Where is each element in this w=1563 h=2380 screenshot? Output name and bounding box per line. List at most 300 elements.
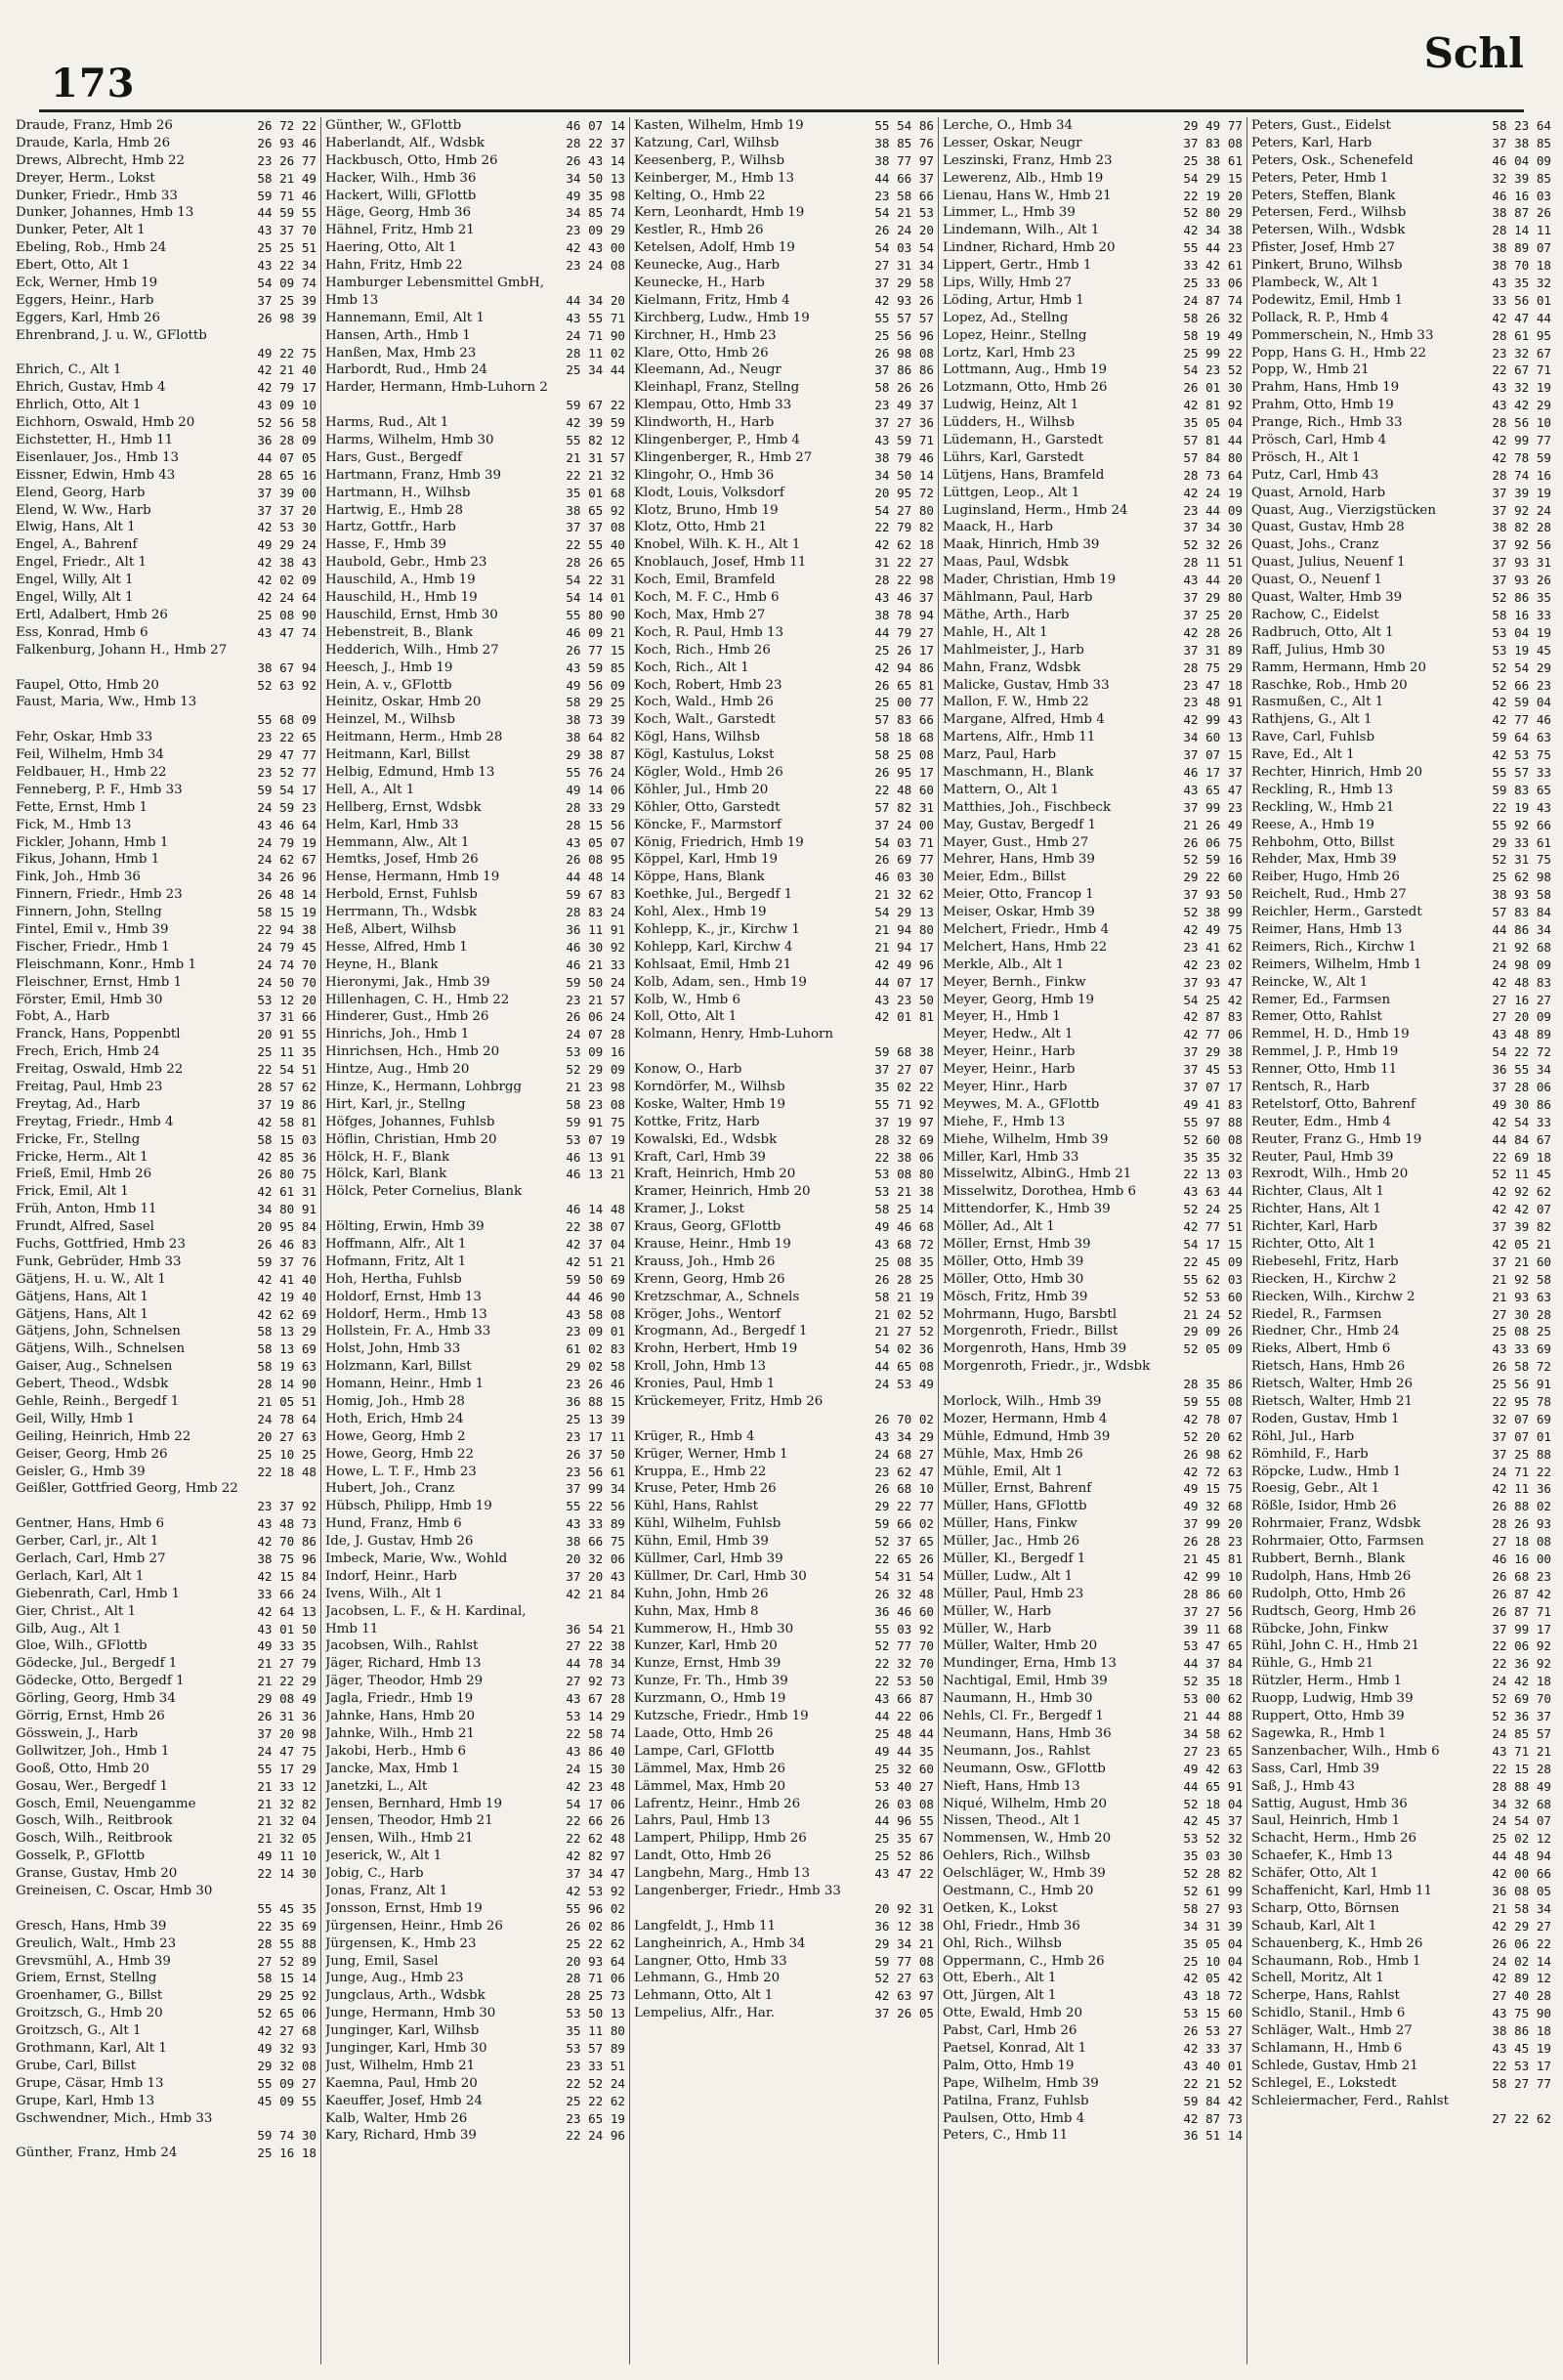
list-item (943, 939, 1243, 956)
list-item (1251, 746, 1551, 764)
entry-name: Geißler, Gottfried Georg, Hmb 22 (16, 1481, 238, 1497)
entry-phone: 55 80 90 (566, 607, 625, 622)
entry-phone: 21 32 62 (874, 887, 934, 903)
entry-phone: 26 77 15 (566, 642, 625, 658)
entry-phone: 46 17 37 (1183, 764, 1243, 780)
list-item (16, 2110, 317, 2128)
list-item (16, 1935, 317, 1953)
entry-phone: 44 65 91 (1183, 1778, 1243, 1794)
entry-name: Keunecke, Aug., Harb (634, 258, 781, 274)
entry-name: Ehrlich, Otto, Alt 1 (16, 398, 142, 413)
entry-name: Margane, Alfred, Hmb 4 (943, 712, 1105, 728)
list-item (634, 1812, 934, 1830)
list-item (634, 292, 934, 310)
entry-name: Scharp, Otto, Börnsen (1251, 1900, 1400, 1916)
entry-phone: 25 32 60 (874, 1761, 934, 1776)
entry-name: Peters, Peter, Hmb 1 (1251, 170, 1389, 186)
entry-phone: 26 98 08 (874, 345, 934, 361)
entry-phone: 37 24 00 (874, 817, 934, 832)
entry-name: Riecken, Wilh., Kirchw 2 (1251, 1289, 1415, 1304)
list-item (16, 1621, 317, 1638)
entry-name: Neumann, Jos., Rahlst (943, 1743, 1091, 1759)
list-item (1251, 677, 1551, 695)
list-item (634, 921, 934, 939)
entry-phone: 20 95 84 (257, 1219, 317, 1235)
entry-name: Fricke, Fr., Stellng (16, 1131, 141, 1147)
entry-phone: 42 47 44 (1492, 310, 1551, 325)
list-item (16, 432, 317, 449)
list-item (1251, 152, 1551, 170)
list-item (943, 239, 1243, 257)
list-item (634, 711, 934, 729)
entry-name: Fikus, Johann, Hmb 1 (16, 852, 160, 868)
entry-name: Freytag, Friedr., Hmb 4 (16, 1114, 174, 1129)
list-item (325, 886, 625, 904)
list-item (325, 1340, 625, 1358)
entry-phone: 42 99 10 (1183, 1568, 1243, 1584)
entry-phone: 28 14 11 (1492, 223, 1551, 238)
list-item (16, 904, 317, 921)
entry-phone: 43 09 10 (257, 398, 317, 413)
entry-name: Hartmann, Franz, Hmb 39 (325, 467, 501, 483)
entry-name: Krückemeyer, Fritz, Hmb 26 (634, 1394, 824, 1410)
entry-phone: 25 13 39 (566, 1411, 625, 1426)
list-item (325, 1254, 625, 1271)
entry-phone: 26 87 71 (1492, 1603, 1551, 1619)
entry-phone: 26 06 75 (1183, 834, 1243, 850)
entry-phone: 22 65 26 (874, 1551, 934, 1567)
list-item (325, 135, 625, 152)
directory-column-2 (320, 117, 629, 2364)
entry-name: Pommerschein, N., Hmb 33 (1251, 327, 1434, 343)
entry-phone: 43 86 40 (566, 1743, 625, 1759)
list-item (1251, 974, 1551, 992)
entry-phone: 27 40 28 (1492, 1988, 1551, 2004)
entry-phone: 54 02 36 (874, 1341, 934, 1357)
list-item (16, 1149, 317, 1167)
entry-name: Kielmann, Fritz, Hmb 4 (634, 292, 790, 308)
entry-name: Kruppa, E., Hmb 22 (634, 1464, 767, 1479)
entry-phone: 20 91 55 (257, 1027, 317, 1042)
entry-phone: 23 17 11 (566, 1428, 625, 1444)
entry-name: Homig, Joh., Hmb 28 (325, 1394, 465, 1410)
list-item (943, 869, 1243, 886)
list-item (325, 1796, 625, 1813)
entry-name: Ruopp, Ludwig, Hmb 39 (1251, 1691, 1414, 1707)
entry-phone: 25 02 12 (1492, 1831, 1551, 1847)
entry-phone: 42 49 96 (874, 956, 934, 972)
entry-phone: 46 16 00 (1492, 1551, 1551, 1567)
entry-phone: 42 05 21 (1492, 1237, 1551, 1252)
entry-name: Klodt, Louis, Volksdorf (634, 485, 784, 500)
list-item (634, 536, 934, 554)
list-item (16, 851, 317, 869)
list-item (325, 432, 625, 449)
entry-phone: 53 50 13 (566, 2006, 625, 2021)
list-item (16, 275, 317, 292)
entry-phone: 37 37 20 (257, 502, 317, 518)
entry-phone: 42 99 77 (1492, 433, 1551, 448)
list-item (16, 1428, 317, 1446)
list-item (634, 345, 934, 362)
entry-phone: 38 75 96 (257, 1551, 317, 1567)
entry-name: Helm, Karl, Hmb 33 (325, 817, 459, 832)
entry-phone: 54 27 80 (874, 502, 934, 518)
list-item (16, 397, 317, 414)
list-item (325, 921, 625, 939)
list-item (325, 1428, 625, 1446)
entry-name: Schleiermacher, Ferd., Rahlst (1251, 2093, 1450, 2108)
entry-phone: 44 86 34 (1492, 921, 1551, 937)
list-item (325, 2058, 625, 2075)
entry-phone: 21 05 51 (257, 1394, 317, 1410)
entry-phone: 59 91 75 (566, 1114, 625, 1129)
list-item (943, 414, 1243, 432)
entry-phone: 59 68 38 (874, 1044, 934, 1060)
list-item (1251, 1953, 1551, 1971)
entry-phone: 42 79 17 (257, 380, 317, 396)
entry-phone: 25 26 17 (874, 642, 934, 658)
list-item (943, 799, 1243, 817)
entry-phone: 27 23 65 (1183, 1743, 1243, 1759)
entry-name: Kirchner, H., Hmb 23 (634, 327, 777, 343)
list-item (634, 1725, 934, 1743)
list-item (325, 467, 625, 485)
entry-phone: 42 45 37 (1183, 1813, 1243, 1829)
entry-name: Lippert, Gertr., Hmb 1 (943, 258, 1092, 274)
list-item (634, 2005, 934, 2022)
entry-name: Höfges, Johannes, Fuhlsb (325, 1114, 495, 1129)
list-item (1251, 1008, 1551, 1026)
entry-phone: 52 31 75 (1492, 852, 1551, 868)
entry-name: Kramer, Heinrich, Hmb 20 (634, 1184, 811, 1200)
entry-phone: 42 24 19 (1183, 485, 1243, 500)
entry-phone: 54 14 01 (566, 590, 625, 606)
entry-name: Peters, Steffen, Blank (1251, 188, 1396, 203)
list-item (325, 1043, 625, 1061)
list-item (943, 345, 1243, 362)
list-item (634, 432, 934, 449)
list-item (1251, 1026, 1551, 1043)
entry-phone: 53 19 45 (1492, 642, 1551, 658)
entry-name: Eck, Werner, Hmb 19 (16, 276, 158, 291)
directory-column-3 (629, 117, 938, 2364)
list-item (16, 642, 317, 659)
entry-phone: 42 94 86 (874, 659, 934, 675)
list-item (943, 204, 1243, 222)
list-item (16, 239, 317, 257)
entry-name: Hauschild, Ernst, Hmb 30 (325, 607, 498, 622)
entry-name: Kalb, Walter, Hmb 26 (325, 2110, 468, 2126)
entry-name: Möller, Ernst, Hmb 39 (943, 1237, 1091, 1252)
entry-phone: 25 11 35 (257, 1044, 317, 1060)
entry-phone: 26 98 62 (1183, 1446, 1243, 1462)
entry-phone: 34 26 96 (257, 870, 317, 885)
entry-name: Hähnel, Fritz, Hmb 21 (325, 223, 475, 238)
entry-phone: 49 33 35 (257, 1638, 317, 1654)
list-item (634, 886, 934, 904)
list-item (16, 1900, 317, 1918)
list-item (325, 1778, 625, 1796)
entry-phone: 42 48 83 (1492, 974, 1551, 990)
entry-name: Reimers, Rich., Kirchw 1 (1251, 939, 1417, 955)
entry-name: Koch, Max, Hmb 27 (634, 607, 766, 622)
list-item (1251, 1865, 1551, 1883)
list-item (16, 2005, 317, 2022)
entry-phone: 59 50 69 (566, 1271, 625, 1287)
entry-name: Mayer, Gust., Hmb 27 (943, 834, 1089, 850)
list-item (1251, 502, 1551, 520)
list-item (325, 729, 625, 746)
entry-phone: 42 64 13 (257, 1603, 317, 1619)
entry-name: Reimers, Wilhelm, Hmb 1 (1251, 956, 1422, 972)
entry-name: Lämmel, Max, Hmb 20 (634, 1778, 785, 1794)
list-item (16, 1289, 317, 1306)
entry-phone: 23 41 62 (1183, 939, 1243, 955)
list-item (16, 2093, 317, 2110)
list-item (943, 2093, 1243, 2110)
entry-name: Kröger, Johs., Wentorf (634, 1306, 782, 1322)
entry-name: Kern, Leonhardt, Hmb 19 (634, 205, 805, 221)
entry-phone: 37 20 98 (257, 1725, 317, 1741)
entry-name: Köppel, Karl, Hmb 19 (634, 852, 778, 868)
entry-name: Möller, Ad., Alt 1 (943, 1219, 1055, 1235)
entry-name: Kraus, Georg, GFlottb (634, 1219, 782, 1235)
entry-phone: 55 54 86 (874, 118, 934, 133)
list-item (16, 886, 317, 904)
list-item (16, 572, 317, 589)
list-item (634, 939, 934, 956)
list-item (1251, 1621, 1551, 1638)
list-item (943, 1778, 1243, 1796)
entry-name: Raschke, Rob., Hmb 20 (1251, 677, 1408, 693)
list-item (16, 1026, 317, 1043)
list-item (325, 764, 625, 782)
list-item (943, 1376, 1243, 1393)
entry-phone: 22 38 07 (566, 1219, 625, 1235)
entry-phone: 23 56 61 (566, 1464, 625, 1479)
entry-name: Ott, Jürgen, Alt 1 (943, 1988, 1057, 2004)
entry-phone: 22 32 70 (874, 1656, 934, 1672)
entry-name: Fink, Joh., Hmb 36 (16, 870, 141, 885)
list-item (325, 310, 625, 327)
list-item (634, 992, 934, 1009)
entry-phone: 55 92 66 (1492, 817, 1551, 832)
entry-phone: 58 19 49 (1183, 327, 1243, 343)
entry-phone: 29 02 58 (566, 1359, 625, 1375)
entry-name: Martens, Alfr., Hmb 11 (943, 730, 1096, 745)
entry-name: Franck, Hans, Poppenbtl (16, 1027, 181, 1042)
list-item (943, 992, 1243, 1009)
list-item (943, 379, 1243, 397)
list-item (325, 939, 625, 956)
entry-name: Harder, Hermann, Hmb-Luhorn 2 (325, 380, 548, 396)
entry-name: Jonsson, Ernst, Hmb 19 (325, 1900, 483, 1916)
list-item (1251, 2022, 1551, 2040)
entry-phone: 28 56 10 (1492, 415, 1551, 431)
list-item (1251, 1323, 1551, 1340)
entry-name: Draude, Franz, Hmb 26 (16, 118, 173, 133)
list-item (325, 1690, 625, 1708)
list-item (16, 222, 317, 239)
entry-phone: 38 78 94 (874, 607, 934, 622)
entry-name: Kaemna, Paul, Hmb 20 (325, 2075, 478, 2091)
list-item (1251, 1690, 1551, 1708)
entry-phone: 52 38 99 (1183, 905, 1243, 920)
entry-phone: 38 87 26 (1492, 205, 1551, 221)
entry-name: Krause, Heinr., Hmb 19 (634, 1237, 791, 1252)
entry-phone: 37 39 00 (257, 485, 317, 500)
list-item (943, 729, 1243, 746)
list-item (325, 1393, 625, 1411)
entry-name: Schaumann, Rob., Hmb 1 (1251, 1953, 1421, 1969)
directory-column-1 (12, 117, 320, 2364)
directory-column-5 (1246, 117, 1555, 2364)
list-item (943, 2110, 1243, 2128)
entry-name: Hoth, Erich, Hmb 24 (325, 1411, 464, 1426)
list-item (1251, 1218, 1551, 1236)
entry-phone: 29 47 77 (257, 747, 317, 763)
list-item (634, 1883, 934, 1900)
entry-name: Ivens, Wilh., Alt 1 (325, 1586, 444, 1601)
entry-name (634, 1043, 870, 1061)
list-item (325, 1008, 625, 1026)
list-item (943, 1464, 1243, 1481)
entry-name: Reese, A., Hmb 19 (1251, 817, 1374, 832)
entry-phone: 34 80 91 (257, 1202, 317, 1217)
list-item (943, 642, 1243, 659)
list-item (16, 1131, 317, 1149)
entry-phone: 22 52 24 (566, 2075, 625, 2091)
entry-phone: 59 74 30 (257, 2128, 317, 2144)
entry-phone: 55 96 02 (566, 1900, 625, 1916)
entry-phone: 42 89 12 (1492, 1971, 1551, 1986)
entry-name: Ohl, Rich., Wilhsb (943, 1935, 1062, 1951)
entry-phone: 36 88 15 (566, 1394, 625, 1410)
list-item (325, 1603, 625, 1621)
list-item (634, 974, 934, 992)
entry-name: Häge, Georg, Hmb 36 (325, 205, 472, 221)
entry-phone: 58 21 19 (874, 1289, 934, 1304)
entry-name: Hartwig, E., Hmb 28 (325, 502, 464, 518)
entry-phone: 26 87 42 (1492, 1586, 1551, 1601)
entry-phone: 52 60 08 (1183, 1131, 1243, 1147)
entry-phone: 23 26 77 (257, 152, 317, 168)
list-item (1251, 1673, 1551, 1690)
entry-name: Kleemann, Ad., Neugr (634, 362, 782, 378)
entry-phone: 49 22 75 (257, 345, 317, 361)
list-item (325, 1061, 625, 1079)
entry-phone: 55 82 12 (566, 433, 625, 448)
entry-name: Dunker, Peter, Alt 1 (16, 223, 146, 238)
entry-name: Haubold, Gebr., Hmb 23 (325, 555, 487, 571)
entry-phone: 26 80 75 (257, 1167, 317, 1182)
list-item (943, 817, 1243, 834)
entry-phone: 24 02 14 (1492, 1953, 1551, 1969)
entry-name: Heitmann, Karl, Billst (325, 747, 470, 763)
entry-name: Finnern, John, Stellng (16, 905, 162, 920)
entry-phone: 39 11 68 (1183, 1621, 1243, 1636)
list-item (16, 589, 317, 607)
list-item (16, 1987, 317, 2005)
entry-name: Schauenberg, K., Hmb 26 (1251, 1935, 1423, 1951)
entry-name: Krenn, Georg, Hmb 26 (634, 1271, 785, 1287)
entry-name: Giebenrath, Carl, Hmb 1 (16, 1586, 181, 1601)
entry-phone: 36 51 14 (1183, 2128, 1243, 2144)
list-item (16, 1079, 317, 1096)
list-item (325, 589, 625, 607)
entry-name: Engel, Willy, Alt 1 (16, 590, 134, 606)
entry-name: Kowalski, Ed., Wdsbk (634, 1131, 778, 1147)
entry-name: Jensen, Wilh., Hmb 21 (325, 1831, 474, 1847)
entry-name: Pfister, Josef, Hmb 27 (1251, 240, 1396, 256)
list-item (943, 485, 1243, 502)
entry-name: Jensen, Theodor, Hmb 21 (325, 1813, 493, 1829)
entry-name: Greulich, Walt., Hmb 23 (16, 1935, 177, 1951)
entry-name: Keesenberg, P., Wilhsb (634, 152, 785, 168)
entry-phone: 26 24 20 (874, 223, 934, 238)
entry-name: Reichler, Herm., Garstedt (1251, 905, 1422, 920)
entry-phone: 23 09 29 (566, 223, 625, 238)
entry-phone: 52 80 29 (1183, 205, 1243, 221)
entry-name: Kuhn, John, Hmb 26 (634, 1586, 769, 1601)
entry-name: Lehmann, Otto, Alt 1 (634, 1988, 774, 2004)
list-item (943, 746, 1243, 764)
entry-name: Kohlepp, K., jr., Kirchw 1 (634, 921, 800, 937)
entry-phone: 42 63 97 (874, 1988, 934, 2004)
entry-phone: 27 16 27 (1492, 992, 1551, 1007)
entry-name: Hansen, Arth., Hmb 1 (325, 327, 471, 343)
entry-phone: 25 52 86 (874, 1849, 934, 1864)
entry-name: Hauschild, H., Hmb 19 (325, 590, 478, 606)
list-item (1251, 1761, 1551, 1778)
entry-phone: 44 79 27 (874, 624, 934, 640)
entry-phone: 59 37 76 (257, 1254, 317, 1269)
entry-phone: 52 18 04 (1183, 1796, 1243, 1811)
entry-name: Reuter, Edm., Hmb 4 (1251, 1114, 1391, 1129)
entry-name: Knobel, Wilh. K. H., Alt 1 (634, 537, 801, 553)
entry-name: Eichstetter, H., Hmb 11 (16, 433, 174, 448)
list-item (325, 1376, 625, 1393)
list-item (634, 1480, 934, 1498)
entry-name: Quast, Johs., Cranz (1251, 537, 1379, 553)
entry-name: Rexrodt, Wilh., Hmb 20 (1251, 1167, 1409, 1182)
list-item (16, 1254, 317, 1271)
list-item (634, 1533, 934, 1551)
list-item (634, 1935, 934, 1953)
list-item (634, 834, 934, 852)
entry-name: Paetsel, Konrad, Alt 1 (943, 2040, 1087, 2056)
entry-phone: 55 76 24 (566, 764, 625, 780)
entry-name: Faupel, Otto, Hmb 20 (16, 677, 159, 693)
entry-phone: 26 46 83 (257, 1237, 317, 1252)
entry-name: Paulsen, Otto, Hmb 4 (943, 2110, 1085, 2126)
entry-name: Koch, Walt., Garstedt (634, 712, 776, 728)
entry-phone: 34 32 68 (1492, 1796, 1551, 1811)
entry-name: Hellberg, Ernst, Wdsbk (325, 799, 482, 815)
entry-phone: 55 45 35 (257, 1900, 317, 1916)
entry-phone: 49 11 10 (257, 1849, 317, 1864)
entry-phone: 43 65 47 (1183, 782, 1243, 797)
entry-name: Lehmann, G., Hmb 20 (634, 1971, 781, 1986)
list-item (634, 1690, 934, 1708)
entry-name: Hemmann, Alw., Alt 1 (325, 834, 470, 850)
list-item (943, 886, 1243, 904)
entry-phone: 23 52 77 (257, 764, 317, 780)
entry-phone: 28 55 88 (257, 1935, 317, 1951)
list-item (16, 1061, 317, 1079)
entry-name: Rieks, Albert, Hmb 6 (1251, 1341, 1391, 1357)
